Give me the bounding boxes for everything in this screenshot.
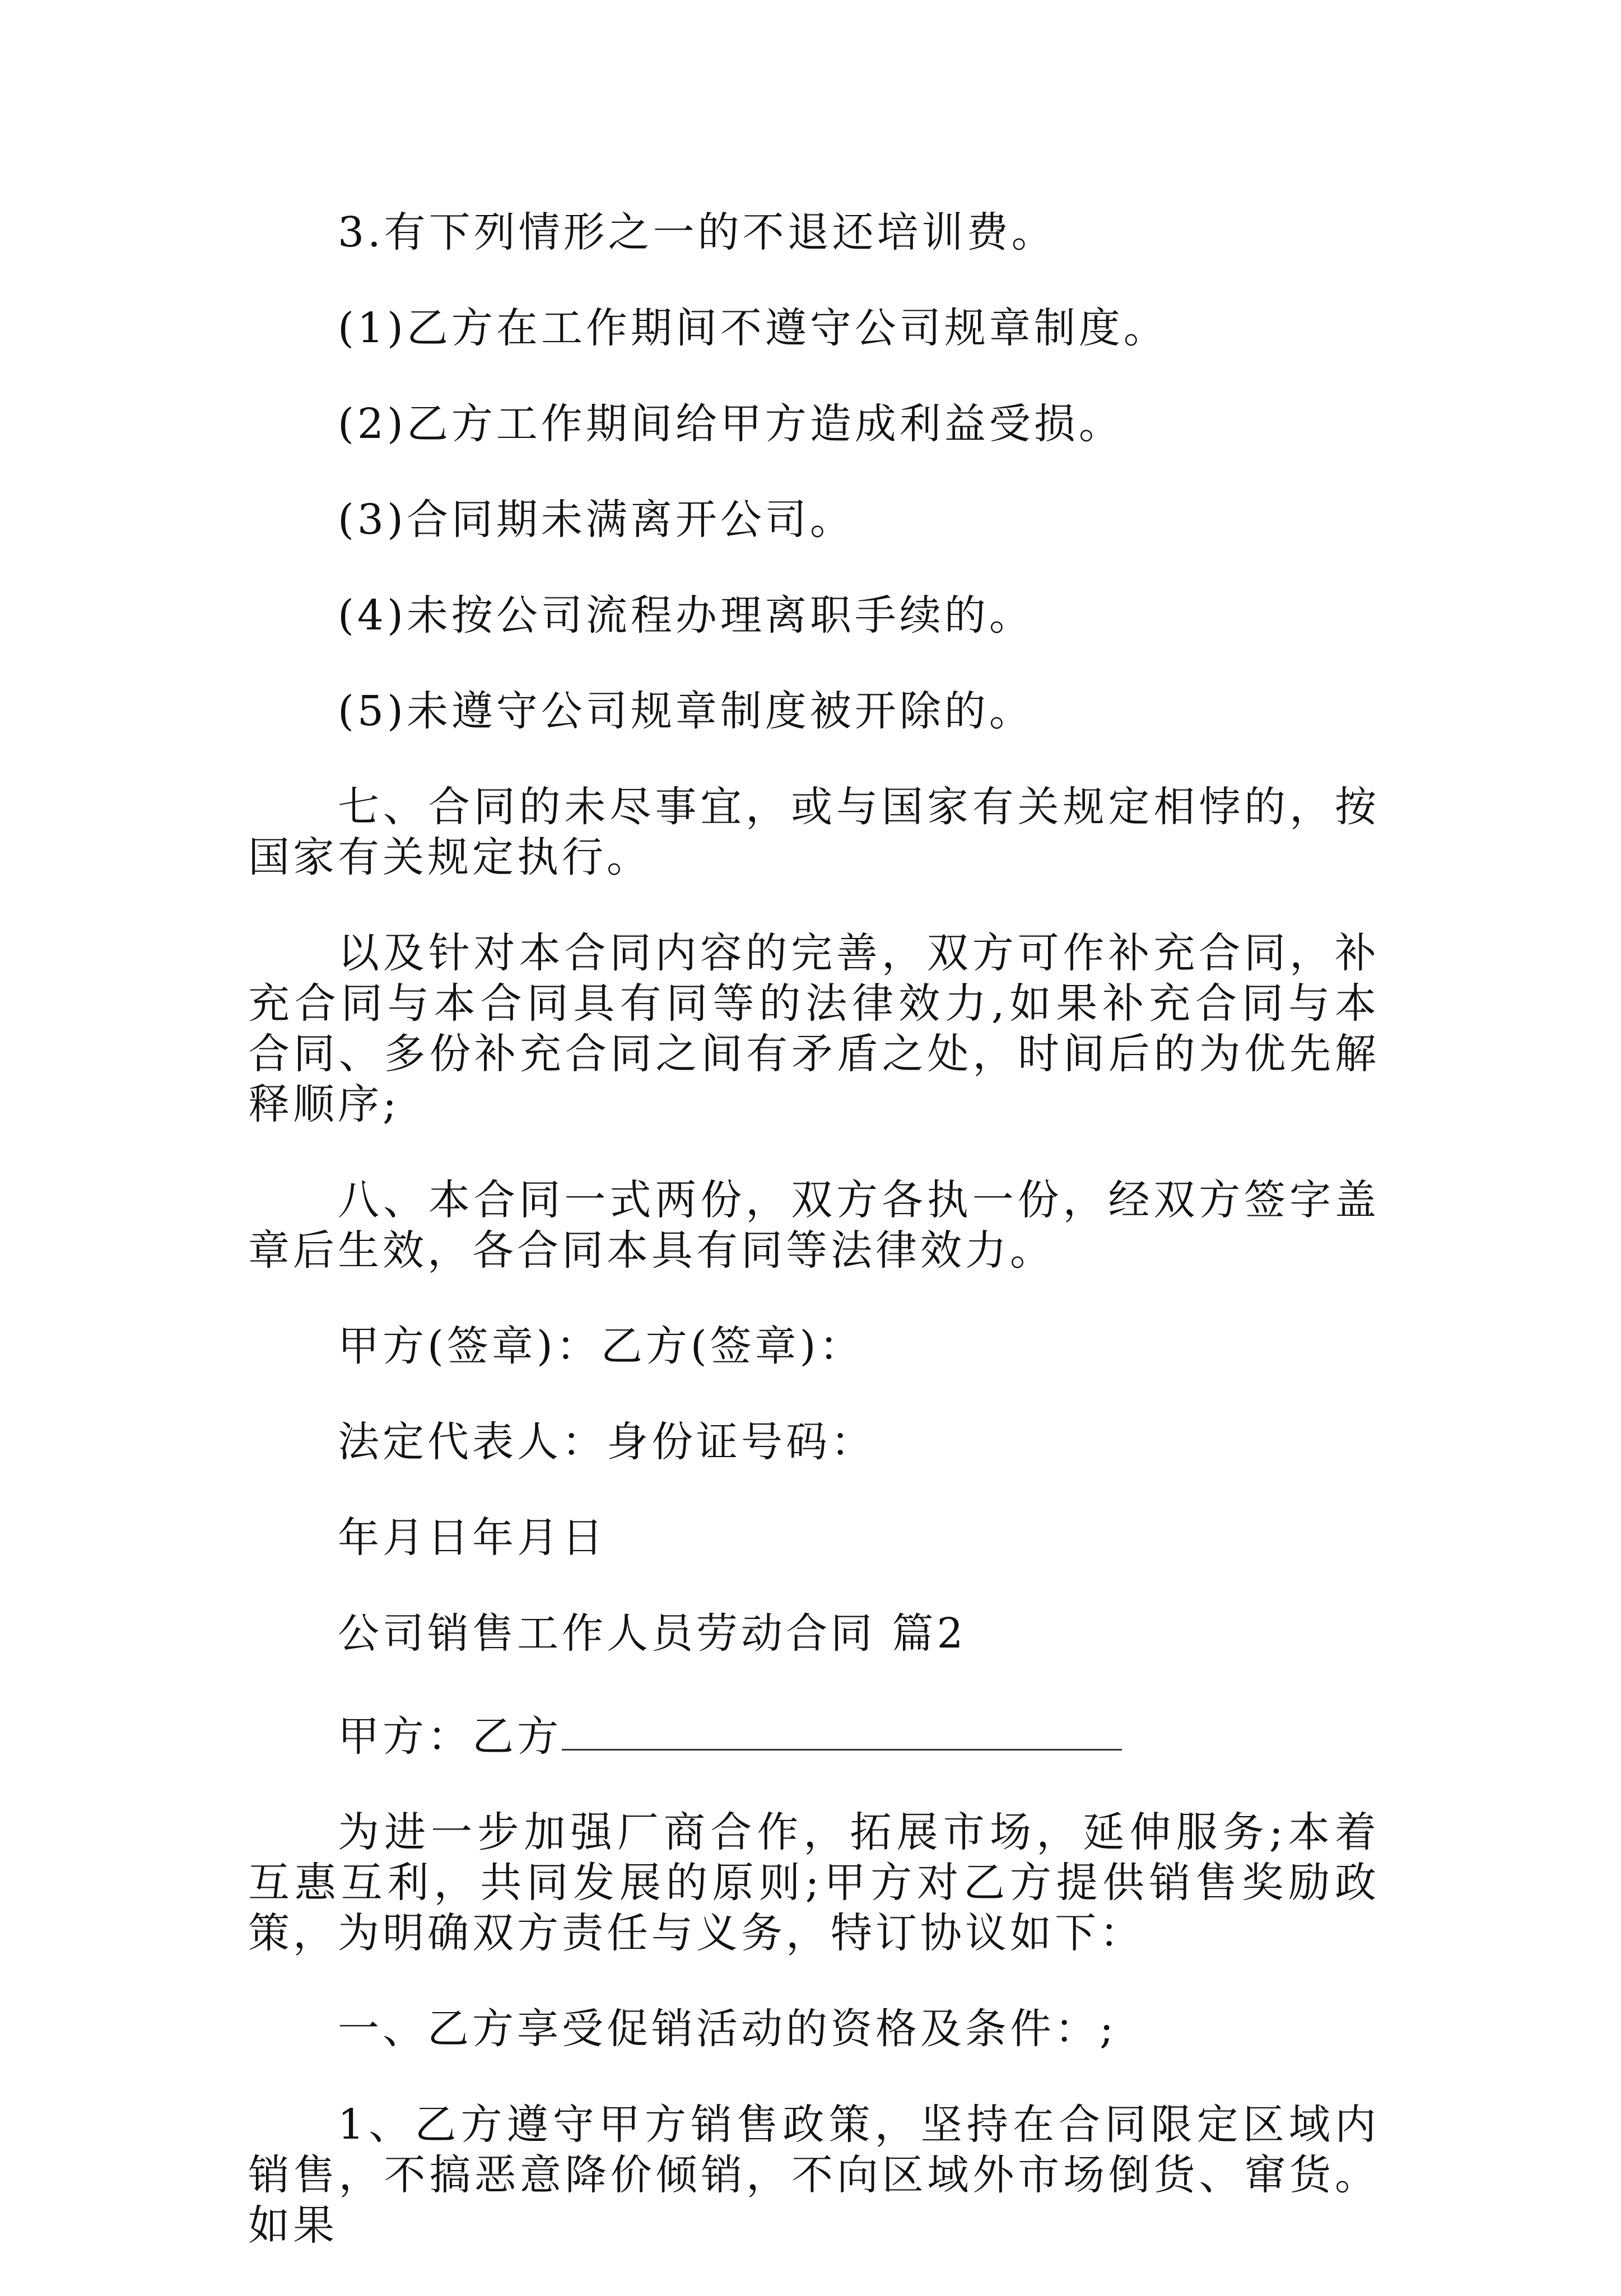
paragraph-legal-representative: 法定代表人：身份证号码： (338, 1418, 875, 1466)
contract-heading-part-2: 公司销售工作人员劳动合同 篇2 (338, 1609, 967, 1658)
paragraph-signature-parties: 甲方(签章)：乙方(签章)： (338, 1322, 864, 1370)
paragraph-item-4: (4)未按公司流程办理离职手续的。 (338, 591, 1034, 640)
fill-in-blank-line (562, 1704, 1122, 1751)
paragraph-dates: 年月日年月日 (338, 1514, 607, 1562)
paragraph-section-1: 一、乙方享受促销活动的资格及条件：; (338, 2005, 1117, 2053)
paragraph-item-3: (3)合同期未满离开公司。 (338, 496, 855, 544)
paragraph-item-2: (2)乙方工作期间给甲方造成利益受损。 (338, 400, 1124, 448)
paragraph-clause-3: 3.有下列情形之一的不退还培训费。 (338, 208, 1056, 256)
parties-label: 甲方：乙方 (338, 1712, 562, 1761)
paragraph-item-5: (5)未遵守公司规章制度被开除的。 (338, 687, 1034, 735)
paragraph-item-1: (1)乙方在工作期间不遵守公司规章制度。 (338, 304, 1168, 352)
paragraph-parties-line (248, 1704, 1380, 1762)
paragraph-preamble: 为进一步加强厂商合作，拓展市场，延伸服务;本着互惠互利，共同发展的原则;甲方对乙方提供销售奖励政策，为明确双方责任与义务，特订协议如下： (248, 1808, 1380, 1957)
paragraph-supplement: 以及针对本合同内容的完善，双方可作补充合同，补充合同与本合同具有同等的法律效力,如果补充合同与本合同、多份补充合同之间有矛盾之处，时间后的为优先解释顺序; (248, 929, 1380, 1128)
paragraph-section-7: 七、合同的未尽事宜，或与国家有关规定相悖的，按国家有关规定执行。 (248, 783, 1380, 881)
document-body (248, 207, 1380, 2296)
paragraph-section-8: 八、本合同一式两份，双方各执一份，经双方签字盖章后生效，各合同本具有同等法律效力。 (248, 1176, 1380, 1275)
paragraph-clause-1: 1、乙方遵守甲方销售政策，坚持在合同限定区域内销售，不搞恶意降价倾销，不向区域外市场倒货、窜货。如果 (248, 2101, 1380, 2250)
